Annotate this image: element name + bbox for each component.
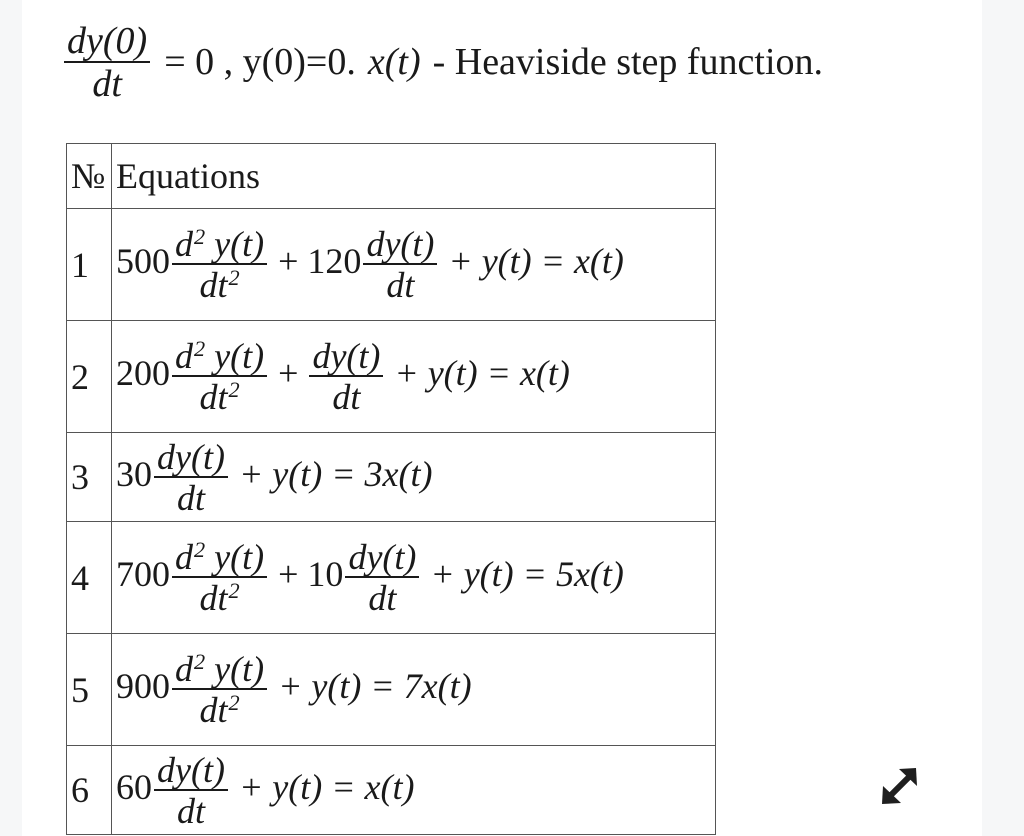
expand-button[interactable] <box>870 758 930 814</box>
table-row <box>67 209 716 321</box>
coefficient: 200 <box>116 352 170 393</box>
first-derivative-fraction <box>154 749 228 831</box>
expand-arrows-icon <box>872 760 928 812</box>
initial-conditions-line <box>62 12 823 112</box>
initial-derivative-fraction <box>64 19 150 105</box>
equation-cell <box>112 634 716 746</box>
equation-tail: + y(t) = x(t) <box>448 240 624 281</box>
operator-term: + 120 <box>278 240 362 281</box>
first-derivative-fraction <box>345 539 419 616</box>
equation-cell <box>112 321 716 433</box>
equation-tail: + y(t) = 7x(t) <box>278 665 472 706</box>
table-row <box>67 746 716 835</box>
row-index: 3 <box>67 433 112 522</box>
fraction-numerator: d <box>175 224 193 264</box>
fraction-numerator: d <box>175 336 193 376</box>
fraction-numerator: d <box>175 649 193 689</box>
equation-tail: + y(t) = x(t) <box>394 352 570 393</box>
fraction-denominator: dt <box>199 265 228 305</box>
fraction-denominator: dt <box>176 477 205 518</box>
fraction-denominator: dt <box>176 790 205 831</box>
second-derivative-fraction: $\frac{d^2 y(t)}{dt^2}$ <box>172 651 267 728</box>
initial-conditions-text: = 0 , y(0)=0. <box>164 41 356 83</box>
equation-cell <box>112 433 716 522</box>
first-derivative-fraction <box>309 338 383 415</box>
fraction-denominator: dt <box>199 690 228 730</box>
row-index: 4 <box>67 522 112 634</box>
first-derivative-fraction <box>363 226 437 303</box>
second-derivative-fraction: $\frac{d^2 y(t)}{dt^2}$ <box>172 338 267 415</box>
header-equations: Equations <box>112 144 716 209</box>
table-row <box>67 522 716 634</box>
second-derivative-fraction: $\frac{d^2 y(t)}{dt^2}$ <box>172 539 267 616</box>
fraction-denominator: dt <box>199 377 228 417</box>
row-index: 2 <box>67 321 112 433</box>
coefficient: 700 <box>116 553 170 594</box>
table-row <box>67 634 716 746</box>
fraction-numerator: dy(t) <box>363 226 437 265</box>
fraction-denominator: dt <box>92 62 122 105</box>
header-number: № <box>67 144 112 209</box>
table-row <box>67 433 716 522</box>
fraction-denominator: dt <box>386 265 415 305</box>
fraction-numerator: dy(0) <box>64 22 150 63</box>
coefficient: 60 <box>116 766 152 807</box>
fraction-denominator: dt <box>332 377 361 417</box>
fraction-numerator: dy(t) <box>345 539 419 578</box>
fraction-numerator: d <box>175 537 193 577</box>
fraction-numerator: dy(t) <box>154 752 228 791</box>
operator-term: + 10 <box>278 553 344 594</box>
equation-tail: + y(t) = 5x(t) <box>430 553 624 594</box>
fraction-denominator: dt <box>368 578 397 618</box>
table-header-row <box>67 144 716 209</box>
equation-cell <box>112 746 716 835</box>
equation-tail: + y(t) = 3x(t) <box>238 453 433 494</box>
fraction-denominator: dt <box>199 578 228 618</box>
coefficient: 500 <box>116 240 170 281</box>
row-index: 5 <box>67 634 112 746</box>
fraction-numerator: dy(t) <box>309 338 383 377</box>
input-function-description: - Heaviside step function. <box>432 41 824 83</box>
first-derivative-fraction <box>154 436 228 518</box>
equation-tail: + y(t) = x(t) <box>238 766 415 807</box>
coefficient: 30 <box>116 453 152 494</box>
equations-table <box>66 143 716 835</box>
table-row <box>67 321 716 433</box>
coefficient: 900 <box>116 665 170 706</box>
row-index: 6 <box>67 746 112 835</box>
fraction-numerator: dy(t) <box>154 439 228 478</box>
equation-cell <box>112 522 716 634</box>
operator-term: + <box>278 352 299 393</box>
row-index: 1 <box>67 209 112 321</box>
input-function-symbol: x(t) <box>367 41 421 83</box>
second-derivative-fraction: $\frac{d^2 y(t)}{dt^2}$ <box>172 226 267 303</box>
equation-cell <box>112 209 716 321</box>
